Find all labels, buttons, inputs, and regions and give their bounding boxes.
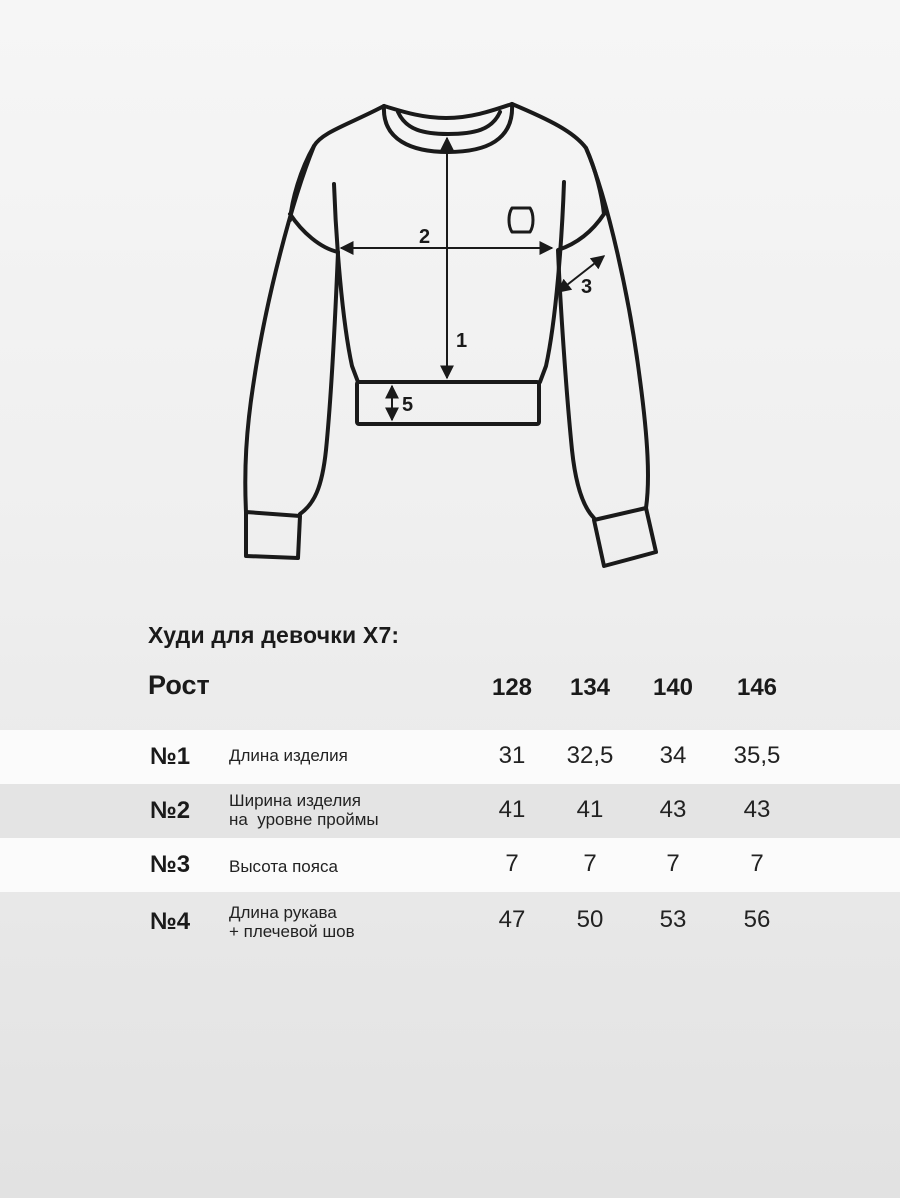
row-value: 43 [659, 796, 687, 823]
right-sleeve-outer [586, 148, 648, 508]
row-value: 31 [498, 742, 526, 769]
row-value: 43 [743, 796, 771, 823]
row-description: Длина рукава + плечевой шов [229, 903, 355, 941]
row-value: 56 [743, 906, 771, 933]
row-value: 7 [750, 850, 764, 877]
size-140: 140 [652, 674, 694, 701]
table-row [0, 784, 900, 838]
row-value: 32,5 [566, 742, 614, 769]
waistband [357, 382, 539, 424]
row-number: №2 [150, 797, 191, 824]
label-waistband: 5 [402, 394, 414, 416]
size-128: 128 [491, 674, 533, 701]
size-146: 146 [736, 674, 778, 701]
label-length: 1 [456, 330, 468, 352]
chest-patch [509, 208, 533, 232]
row-value: 47 [498, 906, 526, 933]
row-value: 7 [505, 850, 519, 877]
size-134: 134 [569, 674, 611, 701]
row-description: Ширина изделия на уровне проймы [229, 791, 379, 829]
table-row [0, 892, 900, 946]
row-value: 7 [583, 850, 597, 877]
collar-top [384, 104, 512, 118]
row-value: 35,5 [733, 742, 781, 769]
left-cuff [246, 512, 300, 558]
row-number: №4 [150, 908, 191, 935]
row-value: 53 [659, 906, 687, 933]
label-sleeve: 3 [581, 276, 593, 298]
left-sleeve-outer [245, 146, 314, 512]
height-label: Рост [148, 670, 210, 700]
row-number: №3 [150, 851, 191, 878]
right-sleeve-inner [558, 214, 604, 518]
row-description: Длина изделия [229, 746, 348, 765]
row-value: 34 [659, 742, 687, 769]
table-row [0, 730, 900, 784]
row-value: 41 [576, 796, 604, 823]
product-title: Худи для девочки Х7: [148, 622, 400, 648]
row-value: 50 [576, 906, 604, 933]
table-row [0, 838, 900, 892]
label-width: 2 [419, 226, 431, 248]
right-cuff [594, 508, 656, 566]
row-value: 41 [498, 796, 526, 823]
left-sleeve-inner [290, 214, 338, 514]
row-value: 7 [666, 850, 680, 877]
size-header-row [0, 668, 900, 708]
row-description: Высота пояса [229, 857, 338, 876]
row-number: №1 [150, 743, 191, 770]
left-shoulder [290, 106, 384, 220]
